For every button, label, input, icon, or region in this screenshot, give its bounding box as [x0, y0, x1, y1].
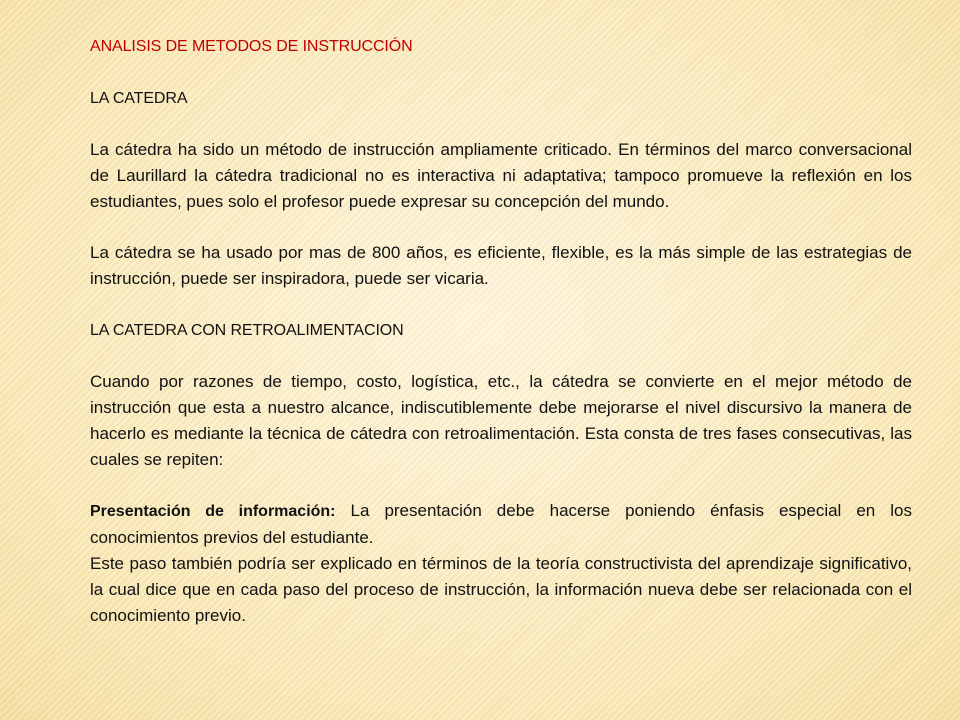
paragraph-feedback-technique: Cuando por razones de tiempo, costo, logística, etc., la cátedra se convierte en el mejor método de instrucción que esta a nuestro alcance, indiscutiblemente debe mejorarse el nivel discursivo la manera de hacerlo es mediante la técnica de cátedra con retroalimentación. Esta consta de tres fases consecutivas, las cuales se repiten:: [90, 372, 912, 469]
paragraph-presentation: [90, 498, 912, 551]
term-description: La presentación debe hacerse poniendo énfasis especial en los conocimientos previos del estudiante.: [90, 501, 912, 548]
section-heading-retroalimentacion: LA CATEDRA CON RETROALIMENTACION: [90, 321, 404, 339]
slide-title: ANALISIS DE METODOS DE INSTRUCCIÓN: [90, 38, 413, 55]
term-presentacion: Presentación de información:: [90, 503, 336, 521]
spacer: [90, 344, 912, 370]
spacer: [90, 215, 912, 241]
spacer: [90, 111, 912, 137]
paragraph-criticism: La cátedra ha sido un método de instrucción ampliamente criticado. En términos del marco conversacional de Laurillard la cátedra tradicional no es interactiva ni adaptativa; tampoco promueve la reflexión en los estudiantes, pues solo el profesor puede expresar su concepción del mundo.: [90, 140, 912, 211]
spacer: [90, 473, 912, 499]
slide-body: [90, 34, 912, 628]
spacer: [90, 60, 912, 86]
section-heading-catedra: LA CATEDRA: [90, 89, 188, 107]
spacer: [90, 292, 912, 318]
paragraph-constructivist: Este paso también podría ser explicado en términos de la teoría constructivista del aprendizaje significativo, la cual dice que en cada paso del proceso de instrucción, la información nueva debe ser relacionada con el conocimiento previo.: [90, 553, 912, 625]
paragraph-history: La cátedra se ha usado por mas de 800 años, es eficiente, flexible, es la más simple de las estrategias de instrucción, puede ser inspiradora, puede ser vicaria.: [90, 243, 912, 289]
